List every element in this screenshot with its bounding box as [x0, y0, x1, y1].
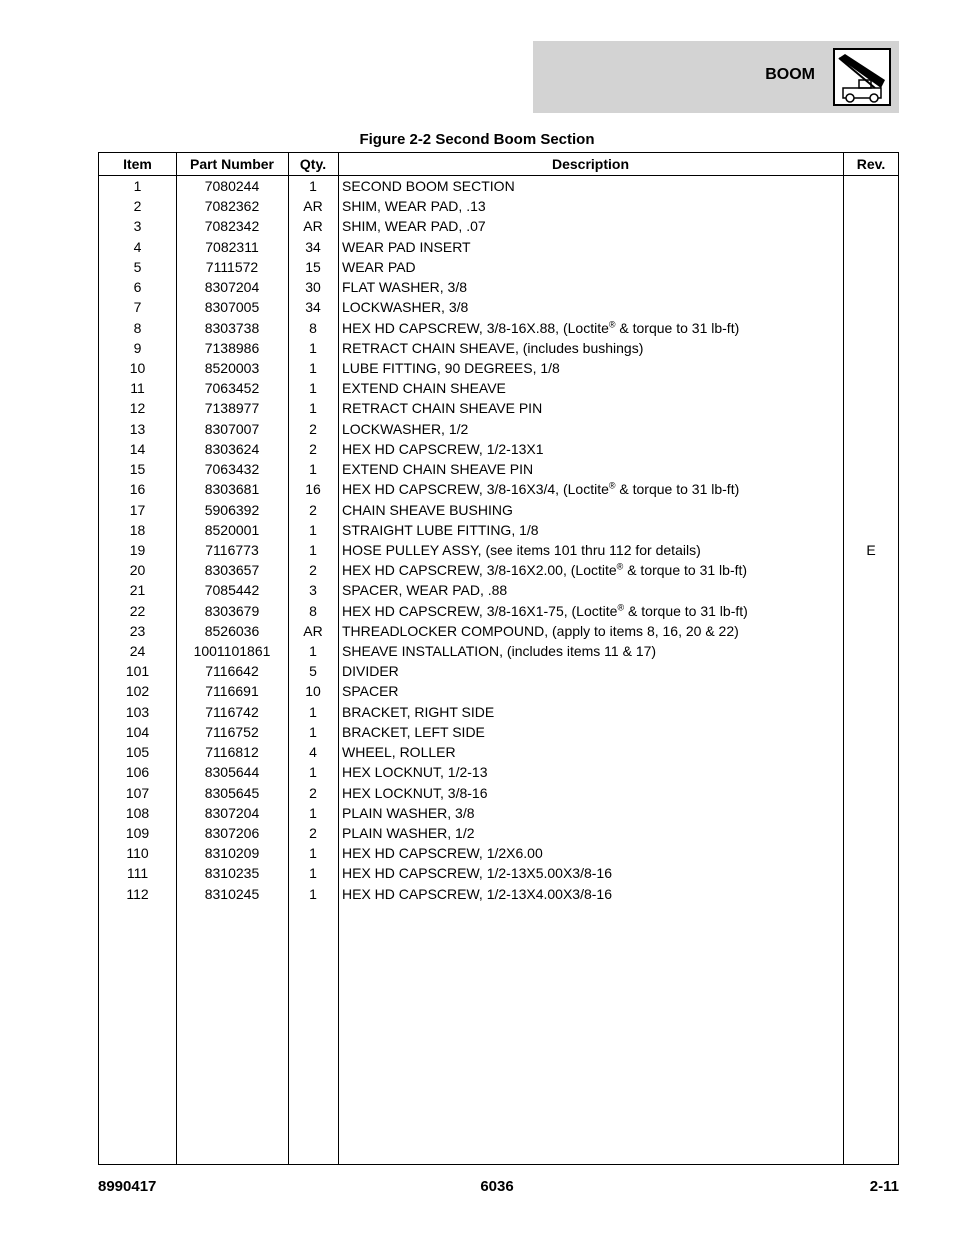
- quantity: AR: [303, 218, 323, 235]
- part-number: 7082342: [204, 218, 260, 235]
- item-number: 11: [130, 380, 145, 397]
- part-number: 8303657: [204, 562, 260, 579]
- figure-title: Figure 2-2 Second Boom Section: [359, 131, 595, 148]
- description: [342, 277, 467, 297]
- item-number: 9: [133, 339, 142, 356]
- part-number: 8307204: [204, 279, 260, 296]
- description-text-cont: & torque to 31 lb-ft): [623, 562, 748, 579]
- part-number: 7080244: [204, 178, 260, 194]
- quantity: 2: [309, 440, 317, 457]
- quantity: 4: [309, 744, 317, 761]
- description: [342, 439, 544, 459]
- description-text: SPACER, WEAR PAD, .88: [342, 582, 508, 599]
- description-text: SHEAVE INSTALLATION, (includes items 11 & 17): [342, 643, 657, 660]
- description-text: SPACER: [342, 683, 399, 700]
- part-number: 7116812: [205, 744, 259, 761]
- item-number: 24: [129, 643, 146, 660]
- part-number: 7116773: [205, 541, 259, 558]
- description: [342, 601, 748, 621]
- part-number: 7082311: [205, 238, 259, 255]
- description-text: LUBE FITTING, 90 DEGREES, 1/8: [342, 359, 560, 376]
- quantity: 1: [309, 359, 317, 376]
- item-number: 21: [129, 582, 146, 599]
- revision: E: [866, 541, 876, 558]
- description: [342, 257, 416, 277]
- description-text: PLAIN WASHER, 1/2: [342, 825, 475, 841]
- table-row: [99, 681, 898, 701]
- description: [342, 459, 533, 479]
- item-number: 101: [125, 663, 150, 680]
- item-number: 112: [126, 885, 149, 902]
- description: [342, 783, 488, 803]
- part-number: 7138986: [204, 339, 260, 356]
- registered-mark: ®: [616, 561, 624, 572]
- item-number: 12: [129, 400, 146, 417]
- quantity: 1: [309, 845, 317, 862]
- item-number: 110: [126, 845, 149, 862]
- description: [342, 176, 515, 196]
- item-number: 13: [129, 420, 146, 437]
- part-number: 7063432: [204, 461, 260, 478]
- part-number: 7082362: [204, 198, 260, 215]
- item-number: 14: [129, 440, 146, 457]
- part-number: 8303624: [204, 440, 260, 457]
- quantity: 15: [305, 258, 321, 275]
- item-number: 17: [129, 501, 146, 518]
- description: [342, 297, 468, 317]
- part-number: 8307204: [204, 804, 260, 821]
- part-number: 7111572: [205, 258, 259, 275]
- registered-mark: ®: [608, 480, 616, 491]
- table-row: [99, 176, 898, 196]
- description: [342, 540, 701, 560]
- quantity: 16: [305, 481, 321, 498]
- part-number: 8307206: [204, 825, 260, 841]
- description: [342, 419, 468, 439]
- quantity: 34: [305, 238, 321, 255]
- quantity: 1: [309, 764, 317, 781]
- description: [342, 580, 507, 600]
- quantity: 2: [309, 562, 317, 579]
- table-row: [99, 277, 898, 297]
- part-number: 8310235: [204, 865, 260, 882]
- item-number: 1: [133, 178, 142, 194]
- table-body: [99, 176, 898, 904]
- part-number: 7085442: [204, 582, 260, 599]
- table-row: [99, 783, 898, 803]
- quantity: 2: [309, 784, 317, 801]
- table-row: [99, 621, 898, 641]
- part-number: 8305645: [204, 784, 260, 801]
- part-number: 8310245: [204, 885, 260, 902]
- part-number: 7116742: [205, 703, 259, 720]
- description-text: BRACKET, LEFT SIDE: [342, 723, 485, 740]
- part-number: 8303681: [204, 481, 260, 498]
- quantity: 3: [309, 582, 317, 599]
- table-row: [99, 459, 898, 479]
- table-row: [99, 702, 898, 722]
- table-row: [99, 338, 898, 358]
- column-header-description: Description: [551, 156, 629, 172]
- part-number: 8303679: [204, 602, 260, 619]
- description-text: EXTEND CHAIN SHEAVE: [342, 380, 506, 397]
- table-row: [99, 762, 898, 782]
- table-row: [99, 297, 898, 317]
- table-row: [99, 479, 898, 499]
- quantity: 8: [309, 319, 317, 336]
- table-row: [99, 560, 898, 580]
- quantity: 1: [309, 865, 317, 882]
- item-number: 105: [125, 744, 150, 761]
- item-number: 7: [133, 299, 142, 316]
- footer-doc-number: 8990417: [98, 1178, 157, 1195]
- table-row: [99, 601, 898, 621]
- description: [342, 318, 739, 338]
- description-text: SHIM, WEAR PAD, .07: [342, 218, 486, 235]
- description: [342, 803, 475, 823]
- description-text: HEX LOCKNUT, 1/2-13: [342, 764, 488, 781]
- description-text: HEX HD CAPSCREW, 1/2-13X5.00X3/8-16: [342, 865, 613, 882]
- description-text-cont: & torque to 31 lb-ft): [615, 319, 740, 336]
- table-row: [99, 398, 898, 418]
- quantity: 1: [309, 380, 317, 397]
- part-number: 8307005: [204, 299, 260, 316]
- table-row: [99, 843, 898, 863]
- quantity: 34: [305, 299, 321, 316]
- description: [342, 762, 488, 782]
- table-row: [99, 520, 898, 540]
- quantity: 1: [309, 885, 317, 902]
- quantity: 8: [309, 602, 317, 619]
- description-text: HOSE PULLEY ASSY, (see items 101 thru 112 for details): [342, 541, 701, 558]
- section-header: [533, 41, 899, 113]
- registered-mark: ®: [617, 601, 625, 612]
- table-row: [99, 641, 898, 661]
- item-number: 111: [126, 865, 149, 882]
- telehandler-boom-icon: [833, 48, 891, 106]
- description-text: SECOND BOOM SECTION: [342, 178, 515, 194]
- column-header-rev: Rev.: [856, 156, 886, 172]
- item-number: 8: [133, 319, 142, 336]
- table-row: [99, 803, 898, 823]
- table-row: [99, 580, 898, 600]
- description-text: EXTEND CHAIN SHEAVE PIN: [342, 461, 534, 478]
- table-row: [99, 540, 898, 560]
- description: [342, 479, 739, 499]
- quantity: 2: [309, 825, 317, 841]
- column-header-item: Item: [123, 156, 152, 172]
- quantity: 30: [305, 279, 321, 296]
- description-text: LOCKWASHER, 1/2: [342, 420, 469, 437]
- item-number: 22: [129, 602, 146, 619]
- table-row: [99, 722, 898, 742]
- description: [342, 338, 643, 358]
- item-number: 102: [125, 683, 150, 700]
- item-number: 104: [125, 723, 150, 740]
- description: [342, 823, 475, 843]
- item-number: 18: [129, 521, 146, 538]
- description: [342, 520, 539, 540]
- description-text: HEX HD CAPSCREW, 3/8-16X3/4, (Loctite: [342, 481, 609, 498]
- description-text: HEX HD CAPSCREW, 3/8-16X2.00, (Loctite: [342, 562, 617, 579]
- part-number: 1001101861: [193, 643, 271, 660]
- description-text: LOCKWASHER, 3/8: [342, 299, 469, 316]
- item-number: 4: [133, 238, 142, 255]
- table-row: [99, 237, 898, 257]
- quantity: 1: [309, 400, 317, 417]
- footer-page-number: 2-11: [869, 1178, 899, 1195]
- table-row: [99, 257, 898, 277]
- description-text: HEX HD CAPSCREW, 1/2-13X1: [342, 440, 544, 457]
- item-number: 15: [129, 461, 146, 478]
- part-number: 7138977: [204, 400, 260, 417]
- description-text: BRACKET, RIGHT SIDE: [342, 703, 495, 720]
- quantity: 5: [309, 663, 317, 680]
- description-text: HEX HD CAPSCREW, 1/2-13X4.00X3/8-16: [342, 885, 613, 902]
- item-number: 10: [129, 359, 146, 376]
- description-text: FLAT WASHER, 3/8: [342, 279, 467, 296]
- item-number: 106: [125, 764, 150, 781]
- table-row: [99, 661, 898, 681]
- description: [342, 722, 485, 742]
- part-number: 7116752: [205, 723, 259, 740]
- item-number: 19: [129, 541, 146, 558]
- registered-mark: ®: [608, 318, 616, 329]
- table-row: [99, 358, 898, 378]
- section-title: BOOM: [765, 66, 815, 83]
- description-text: STRAIGHT LUBE FITTING, 1/8: [342, 521, 539, 538]
- table-row: [99, 500, 898, 520]
- part-number: 5906392: [204, 501, 260, 518]
- footer-model: 6036: [480, 1178, 514, 1195]
- description-text: WEAR PAD INSERT: [342, 238, 471, 255]
- quantity: 2: [309, 501, 317, 518]
- quantity: AR: [303, 622, 323, 639]
- item-number: 23: [129, 622, 146, 639]
- description-text-cont: & torque to 31 lb-ft): [624, 602, 748, 619]
- description-text: CHAIN SHEAVE BUSHING: [342, 501, 513, 518]
- description: [342, 196, 486, 216]
- description: [342, 398, 542, 418]
- parts-table: [98, 152, 899, 1165]
- part-number: 7116691: [205, 683, 259, 700]
- item-number: 5: [133, 258, 142, 275]
- part-number: 7116642: [205, 663, 259, 680]
- description-text: HEX LOCKNUT, 3/8-16: [342, 784, 488, 801]
- description: [342, 681, 399, 701]
- part-number: 8520001: [204, 521, 260, 538]
- description: [342, 884, 612, 904]
- description: [342, 237, 471, 257]
- table-row: [99, 378, 898, 398]
- quantity: 1: [309, 541, 317, 558]
- quantity: 1: [309, 804, 317, 821]
- description-text: PLAIN WASHER, 3/8: [342, 804, 475, 821]
- item-number: 3: [133, 218, 142, 235]
- item-number: 108: [125, 804, 150, 821]
- table-row: [99, 439, 898, 459]
- description: [342, 742, 456, 762]
- description: [342, 500, 513, 520]
- description: [342, 641, 656, 661]
- description-text: SHIM, WEAR PAD, .13: [342, 198, 486, 215]
- part-number: 8520003: [204, 359, 260, 376]
- quantity: 1: [309, 461, 317, 478]
- part-number: 8303738: [204, 319, 260, 336]
- description-text: HEX HD CAPSCREW, 3/8-16X1-75, (Loctite: [342, 602, 618, 619]
- quantity: 2: [309, 420, 317, 437]
- quantity: 1: [309, 723, 317, 740]
- column-header-qty: Qty.: [299, 156, 327, 172]
- part-number: 8307007: [204, 420, 260, 437]
- table-row: [99, 742, 898, 762]
- description: [342, 621, 739, 641]
- table-row: [99, 863, 898, 883]
- description-text: DIVIDER: [342, 663, 399, 680]
- description: [342, 863, 612, 883]
- column-header-part-number: Part Number: [189, 156, 275, 172]
- part-number: 8305644: [204, 764, 260, 781]
- table-row: [99, 419, 898, 439]
- description: [342, 661, 399, 681]
- quantity: 10: [305, 683, 321, 700]
- description-text: WEAR PAD: [342, 258, 416, 275]
- item-number: 103: [125, 703, 150, 720]
- part-number: 8310209: [204, 845, 260, 862]
- item-number: 2: [133, 198, 142, 215]
- description: [342, 216, 486, 236]
- table-row: [99, 884, 898, 904]
- quantity: AR: [303, 198, 323, 215]
- description: [342, 378, 506, 398]
- item-number: 6: [133, 279, 142, 296]
- description-text: HEX HD CAPSCREW, 1/2X6.00: [342, 845, 543, 862]
- description-text-cont: & torque to 31 lb-ft): [615, 481, 740, 498]
- item-number: 16: [129, 481, 146, 498]
- item-number: 20: [129, 562, 146, 579]
- description: [342, 702, 494, 722]
- item-number: 107: [125, 784, 150, 801]
- description-text: RETRACT CHAIN SHEAVE PIN: [342, 400, 543, 417]
- quantity: 1: [309, 339, 317, 356]
- quantity: 1: [309, 643, 317, 660]
- description-text: WHEEL, ROLLER: [342, 744, 456, 761]
- part-number: 7063452: [204, 380, 260, 397]
- item-number: 109: [125, 825, 150, 841]
- description: [342, 358, 560, 378]
- quantity: 1: [309, 703, 317, 720]
- description-text: HEX HD CAPSCREW, 3/8-16X.88, (Loctite: [342, 319, 609, 336]
- description-text: THREADLOCKER COMPOUND, (apply to items 8, 16, 20 & 22): [342, 622, 739, 639]
- table-row: [99, 216, 898, 236]
- description-text: RETRACT CHAIN SHEAVE, (includes bushings): [342, 339, 644, 356]
- table-row: [99, 318, 898, 338]
- quantity: 1: [309, 521, 317, 538]
- description: [342, 560, 747, 580]
- table-row: [99, 823, 898, 843]
- quantity: 1: [309, 178, 317, 194]
- part-number: 8526036: [204, 622, 260, 639]
- description: [342, 843, 543, 863]
- table-row: [99, 196, 898, 216]
